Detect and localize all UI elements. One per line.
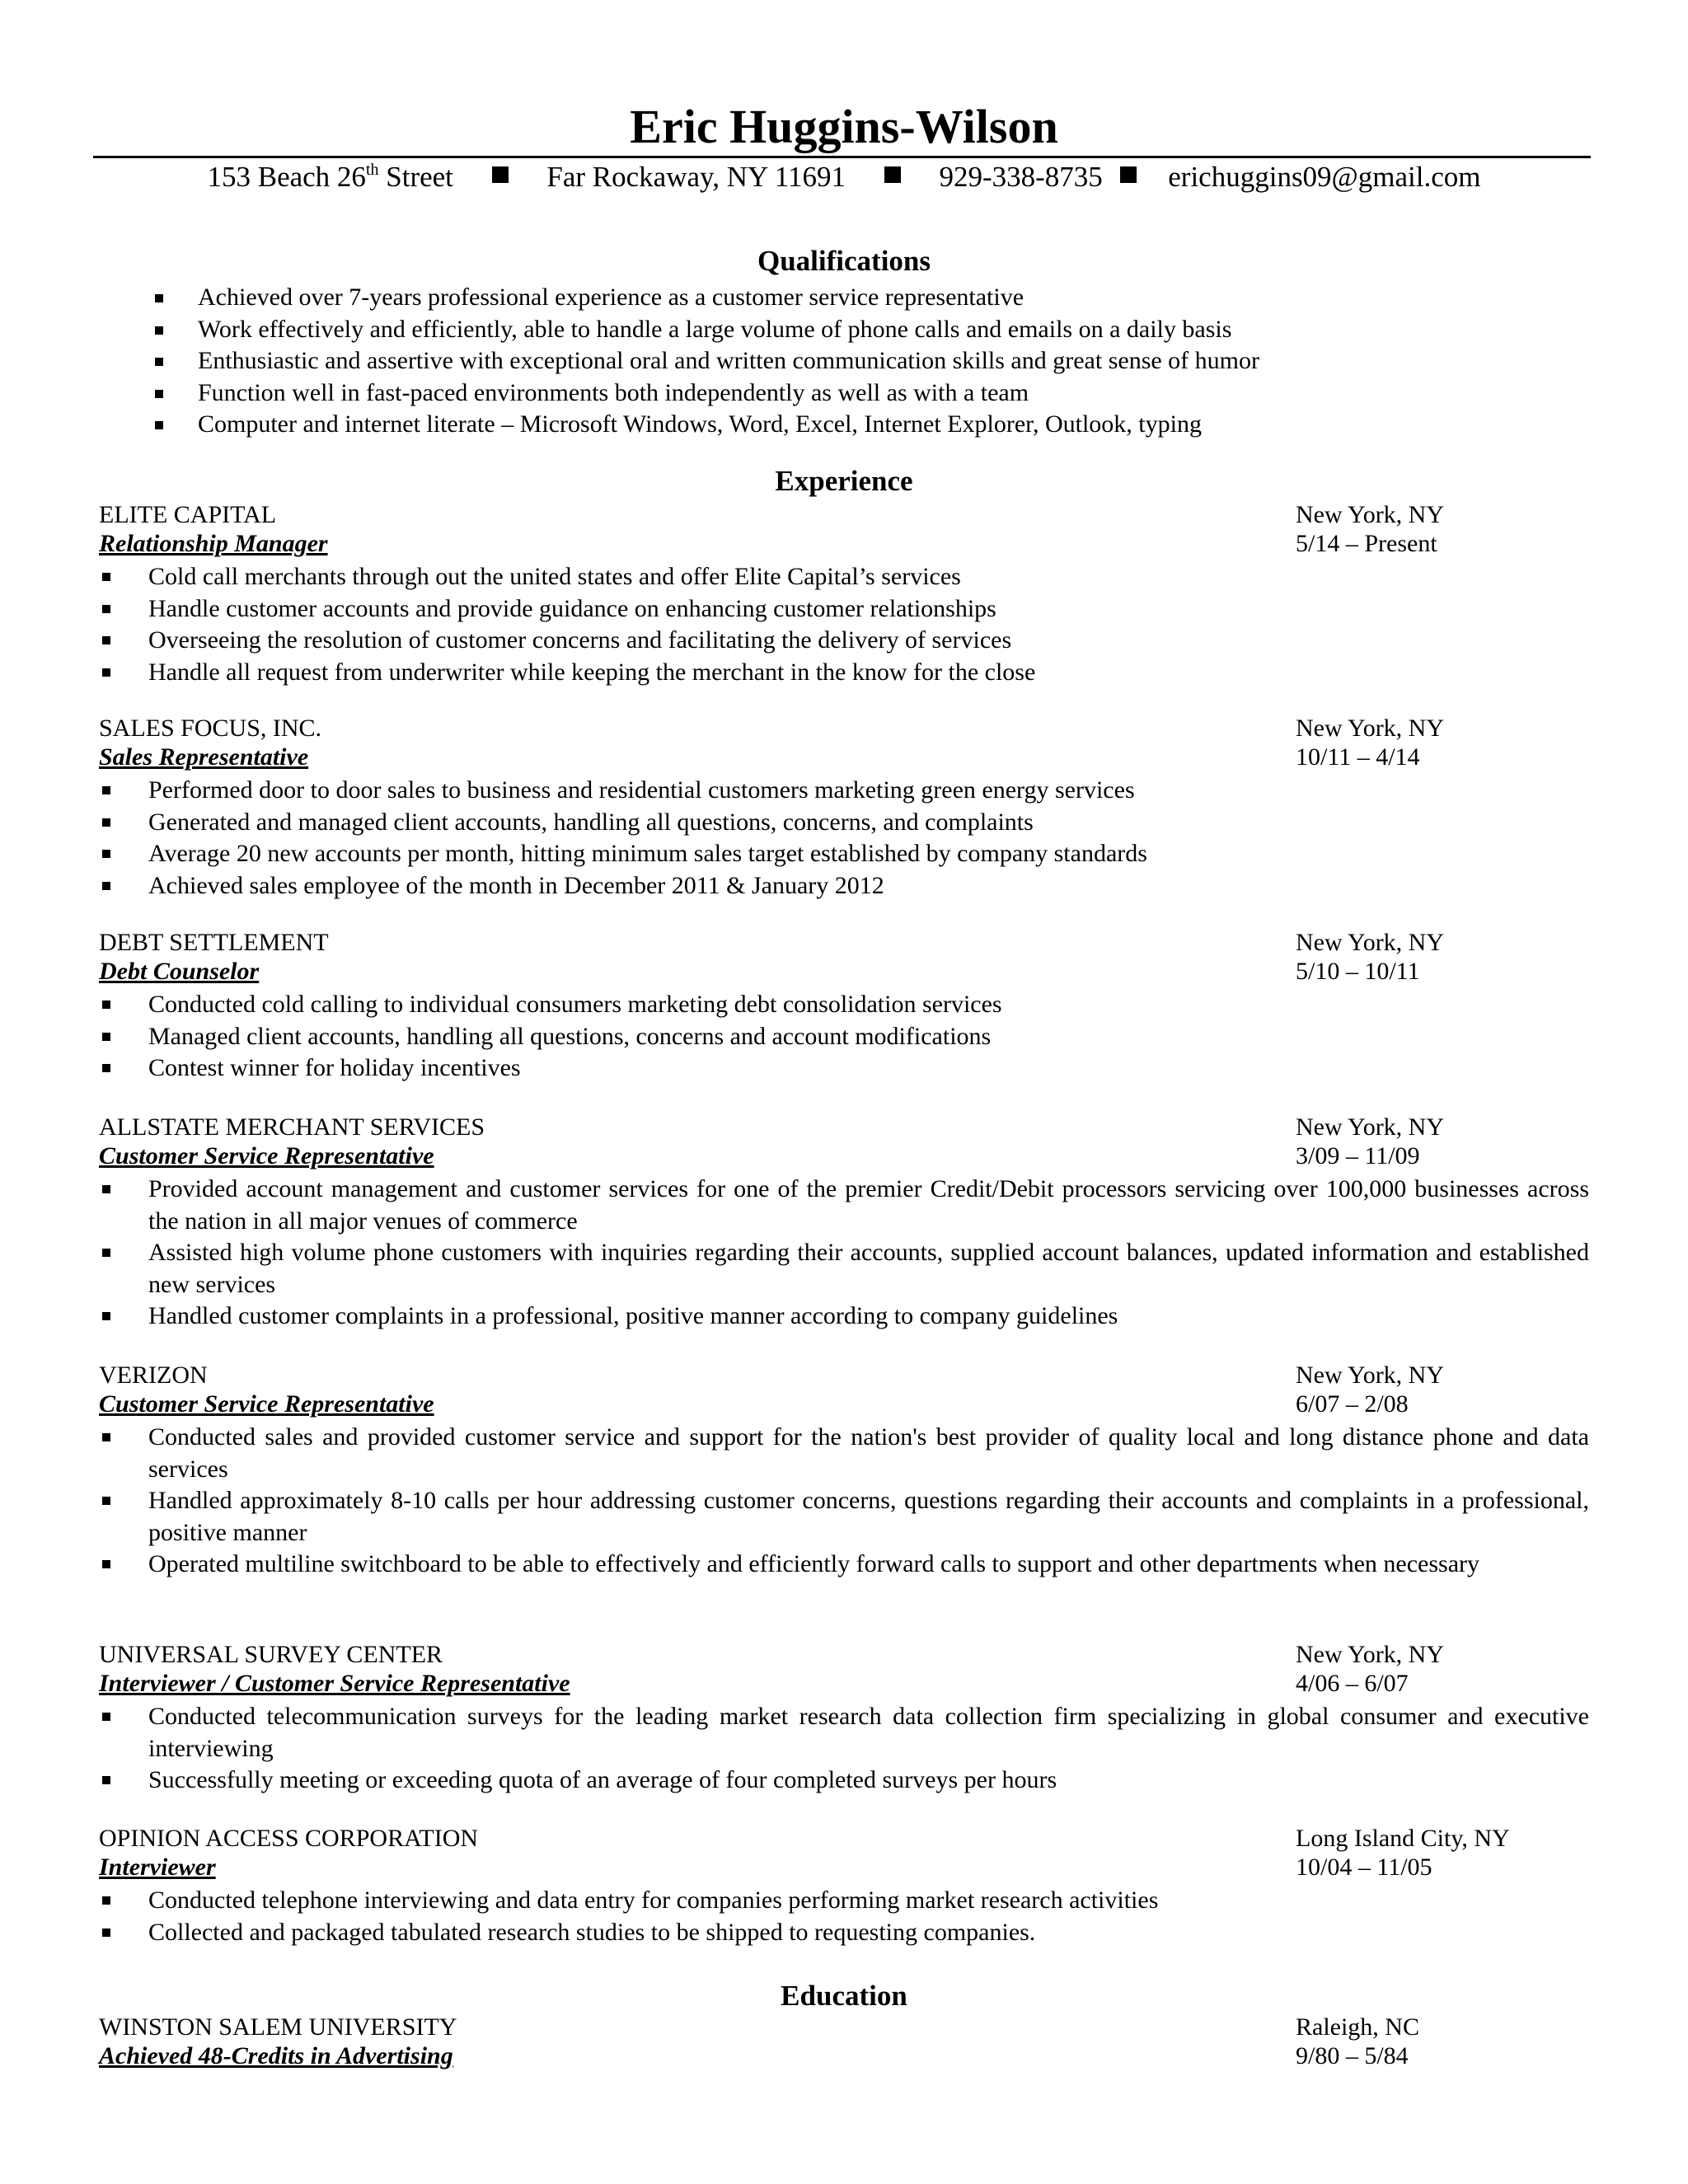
qualification-item: Computer and internet literate – Microsoft Windows, Word, Excel, Internet Explorer, Outlook, typing (148, 409, 1467, 441)
job-bullet-list (99, 1422, 1589, 1581)
address-street-suffix: Street (378, 161, 453, 193)
job-company-row (99, 714, 1589, 743)
job-title: Interviewer (99, 1854, 216, 1881)
job-title: Debt Counselor (99, 958, 260, 985)
qualification-item: Achieved over 7-years professional experience as a customer service representative (148, 282, 1467, 314)
job-entry (99, 1113, 1589, 1333)
job-bullet: Conducted telecommunication surveys for the leading market research data collection firm specializing in global consumer and executive interviewing (99, 1701, 1589, 1765)
phone-number: 929-338-8735 (939, 161, 1103, 193)
job-company-row (99, 1361, 1589, 1390)
candidate-name: Eric Huggins-Wilson (630, 100, 1058, 153)
job-bullet: Handled customer complaints in a professional, positive manner according to company guidelines (99, 1301, 1589, 1333)
qualifications-heading: Qualifications (757, 245, 931, 277)
job-bullet: Contest winner for holiday incentives (99, 1052, 1589, 1085)
job-title-row (99, 1853, 1589, 1882)
job-location: New York, NY (1296, 715, 1445, 742)
company-name: DEBT SETTLEMENT (99, 929, 329, 956)
square-bullet-icon (884, 166, 901, 183)
job-bullet-list (99, 989, 1589, 1085)
education-heading: Education (781, 1980, 907, 2012)
job-bullet: Conducted cold calling to individual consumers marketing debt consolidation services (99, 989, 1589, 1021)
job-entry (99, 500, 1589, 688)
job-bullet: Collected and packaged tabulated research studies to be shipped to requesting companies. (99, 1917, 1589, 1949)
education-school-row (99, 2013, 1589, 2041)
education-dates: 9/80 – 5/84 (1296, 2042, 1409, 2069)
header-rule (93, 156, 1591, 158)
job-title: Customer Service Representative (99, 1390, 434, 1418)
job-bullet-list (99, 561, 1589, 688)
job-bullet-list (99, 1174, 1589, 1333)
job-bullet: Performed door to door sales to business and residential customers marketing green energy services (99, 775, 1589, 807)
job-title: Interviewer / Customer Service Representative (99, 1670, 570, 1697)
job-dates: 4/06 – 6/07 (1296, 1670, 1409, 1697)
job-entry (99, 1824, 1589, 1948)
job-location: New York, NY (1296, 1113, 1445, 1141)
job-dates: 6/07 – 2/08 (1296, 1390, 1409, 1418)
job-bullet-list (99, 775, 1589, 902)
qualifications-list (148, 282, 1467, 441)
job-dates: 3/09 – 11/09 (1296, 1142, 1420, 1169)
company-name: ELITE CAPITAL (99, 501, 277, 528)
contact-line (0, 159, 1688, 195)
job-company-row (99, 1113, 1589, 1141)
company-name: VERIZON (99, 1361, 208, 1389)
job-dates: 5/14 – Present (1296, 530, 1437, 557)
job-dates: 10/11 – 4/14 (1296, 743, 1420, 771)
job-dates: 10/04 – 11/05 (1296, 1854, 1432, 1881)
education-achievement: Achieved 48-Credits in Advertising (99, 2042, 453, 2069)
job-bullet: Overseeing the resolution of customer concerns and facilitating the delivery of services (99, 625, 1589, 657)
company-name: OPINION ACCESS CORPORATION (99, 1825, 479, 1852)
job-bullet: Managed client accounts, handling all questions, concerns and account modifications (99, 1021, 1589, 1053)
qualification-item: Work effectively and efficiently, able to handle a large volume of phone calls and emails on a daily basis (148, 314, 1467, 346)
qualification-item: Function well in fast-paced environments both independently as well as with a team (148, 377, 1467, 410)
job-bullet-list (99, 1885, 1589, 1948)
job-title-row (99, 743, 1589, 771)
job-company-row (99, 928, 1589, 957)
address-ordinal: th (365, 161, 379, 179)
job-bullet: Generated and managed client accounts, handling all questions, concerns, and complaints (99, 807, 1589, 839)
job-dates: 5/10 – 10/11 (1296, 958, 1420, 985)
job-title-row (99, 1390, 1589, 1418)
job-bullet: Conducted telephone interviewing and data entry for companies performing market research activities (99, 1885, 1589, 1917)
square-bullet-icon (1120, 166, 1137, 183)
job-bullet: Handle all request from underwriter while keeping the merchant in the know for the close (99, 657, 1589, 689)
school-name: WINSTON SALEM UNIVERSITY (99, 2013, 457, 2041)
job-title: Sales Representative (99, 743, 309, 771)
company-name: ALLSTATE MERCHANT SERVICES (99, 1113, 485, 1141)
job-title-row (99, 1669, 1589, 1698)
job-company-row (99, 1640, 1589, 1669)
square-bullet-icon (492, 166, 509, 183)
job-bullet: Conducted sales and provided customer service and support for the nation's best provider of quality local and long distance phone and data services (99, 1422, 1589, 1485)
job-bullet-list (99, 1701, 1589, 1797)
job-bullet: Provided account management and customer services for one of the premier Credit/Debit processors servicing over 100,000 businesses across the nation in all major venues of commerce (99, 1174, 1589, 1237)
job-title-row (99, 957, 1589, 986)
job-location: New York, NY (1296, 1641, 1445, 1668)
city-state-zip: Far Rockaway, NY 11691 (546, 161, 846, 193)
qualification-item: Enthusiastic and assertive with exceptional oral and written communication skills and great sense of humor (148, 345, 1467, 377)
job-title: Customer Service Representative (99, 1142, 434, 1169)
address (207, 161, 452, 193)
job-bullet: Assisted high volume phone customers with inquiries regarding their accounts, supplied account balances, updated information and established new services (99, 1237, 1589, 1301)
job-bullet: Average 20 new accounts per month, hitting minimum sales target established by company standards (99, 838, 1589, 870)
email-address[interactable]: erichuggins09@gmail.com (1168, 161, 1481, 193)
job-location: New York, NY (1296, 1361, 1445, 1389)
job-company-row (99, 1824, 1589, 1853)
school-location: Raleigh, NC (1296, 2013, 1419, 2041)
job-company-row (99, 500, 1589, 529)
job-title-row (99, 1141, 1589, 1170)
job-bullet: Successfully meeting or exceeding quota of an average of four completed surveys per hours (99, 1765, 1589, 1797)
job-entry (99, 928, 1589, 1085)
job-location: New York, NY (1296, 501, 1445, 528)
job-entry (99, 714, 1589, 902)
experience-heading: Experience (775, 465, 913, 497)
job-location: Long Island City, NY (1296, 1825, 1510, 1852)
job-bullet: Cold call merchants through out the united states and offer Elite Capital’s services (99, 561, 1589, 593)
education-entry (99, 2013, 1589, 2070)
job-bullet: Operated multiline switchboard to be able to effectively and efficiently forward calls to support and other departments when necessary (99, 1549, 1589, 1581)
job-bullet: Handled approximately 8-10 calls per hour addressing customer concerns, questions regarding their accounts and complaints in a professional, positive manner (99, 1485, 1589, 1549)
education-achievement-row (99, 2041, 1589, 2070)
job-bullet: Achieved sales employee of the month in December 2011 & January 2012 (99, 870, 1589, 902)
company-name: SALES FOCUS, INC. (99, 715, 322, 742)
job-bullet: Handle customer accounts and provide guidance on enhancing customer relationships (99, 593, 1589, 626)
job-entry (99, 1640, 1589, 1797)
address-street-number: 153 Beach 26 (207, 161, 366, 193)
job-title-row (99, 529, 1589, 558)
company-name: UNIVERSAL SURVEY CENTER (99, 1641, 443, 1668)
job-entry (99, 1361, 1589, 1581)
job-location: New York, NY (1296, 929, 1445, 956)
job-title: Relationship Manager (99, 530, 328, 557)
